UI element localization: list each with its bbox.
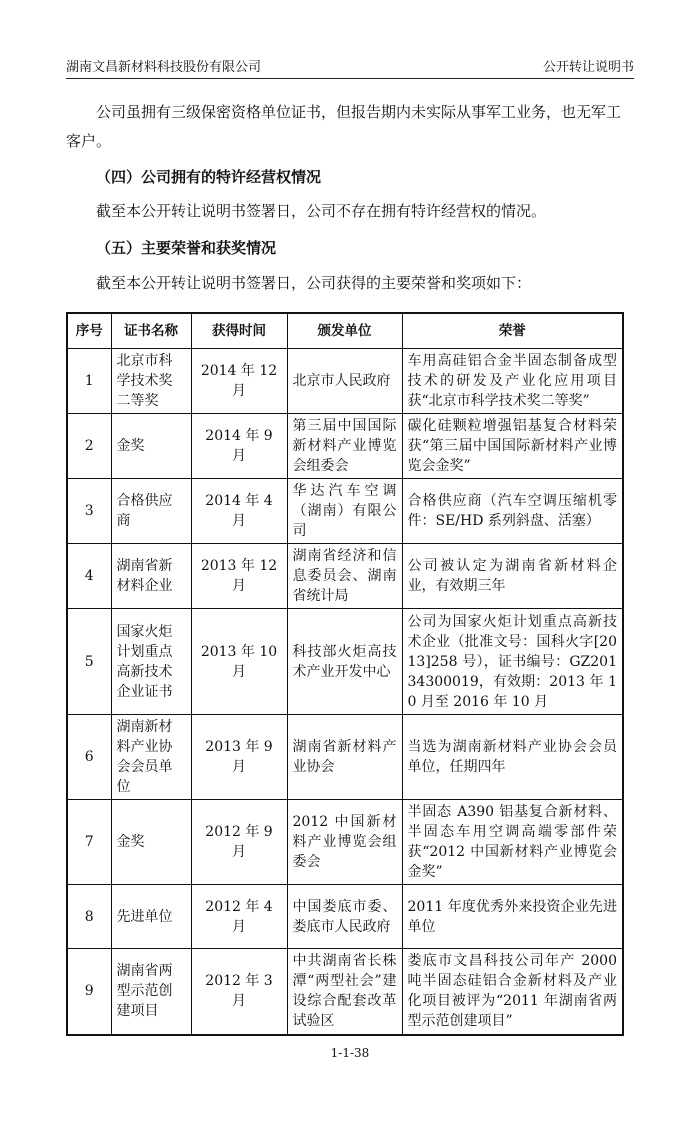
- cell-issuer: 中国娄底市委、娄底市人民政府: [287, 885, 402, 949]
- cell-issuer: 湖南省经济和信息委员会、湖南省统计局: [287, 544, 402, 609]
- page-header: [66, 56, 634, 78]
- cell-no: 2: [67, 414, 111, 479]
- cell-time: 2012 年 4 月: [191, 885, 287, 949]
- cell-no: 3: [67, 479, 111, 544]
- table-row: [67, 609, 623, 715]
- cell-honor: 娄底市文昌科技公司年产 2000 吨半固态硅铝合金新材料及产业化项目被评为“2011 年湖南省两型示范创建项目”: [402, 949, 623, 1035]
- cell-honor: 公司为国家火炬计划重点高新技术企业（批准文号：国科火字[2013]258 号），证书编号：GZ20134300019，有效期：2013 年 10 月至 2016 年 10 月: [402, 609, 623, 715]
- cell-honor: 半固态 A390 铝基复合新材料、半固态车用空调高端零部件荣获“2012 中国新材料产业博览会金奖”: [402, 800, 623, 885]
- cell-no: 8: [67, 885, 111, 949]
- table-row: [67, 414, 623, 479]
- cell-name: 湖南省新材料企业: [111, 544, 191, 609]
- header-rule: [66, 78, 634, 79]
- header-issuer: 颁发单位: [287, 313, 402, 349]
- cell-name: 金奖: [111, 800, 191, 885]
- cell-issuer: 北京市人民政府: [287, 349, 402, 414]
- table-row: [67, 949, 623, 1035]
- cell-time: 2012 年 3 月: [191, 949, 287, 1035]
- header-no: 序号: [67, 313, 111, 349]
- paragraph-honors-intro: 截至本公开转让说明书签署日，公司获得的主要荣誉和奖项如下：: [96, 274, 532, 292]
- cell-name: 国家火炬计划重点高新技术企业证书: [111, 609, 191, 715]
- cell-no: 4: [67, 544, 111, 609]
- paragraph-security-qualification: 公司虽拥有三级保密资格单位证书，但报告期内未实际从事军工业务，也无军工客户。: [66, 103, 622, 150]
- section-heading-honors: （五）主要荣誉和获奖情况: [96, 239, 277, 257]
- header-time: 获得时间: [191, 313, 287, 349]
- header-certificate-name: 证书名称: [111, 313, 191, 349]
- header-doc-title: 公开转让说明书: [542, 60, 634, 75]
- honors-table: [66, 312, 624, 1036]
- cell-no: 6: [67, 715, 111, 800]
- cell-no: 5: [67, 609, 111, 715]
- cell-issuer: 华达汽车空调（湖南）有限公司: [287, 479, 402, 544]
- cell-name: 合格供应商: [111, 479, 191, 544]
- cell-name: 湖南省两型示范创建项目: [111, 949, 191, 1035]
- cell-issuer: 湖南省新材料产业协会: [287, 715, 402, 800]
- cell-time: 2013 年 10 月: [191, 609, 287, 715]
- cell-time: 2014 年 4 月: [191, 479, 287, 544]
- cell-no: 7: [67, 800, 111, 885]
- header-honor: 荣誉: [402, 313, 623, 349]
- table-row: [67, 349, 623, 414]
- cell-honor: 碳化硅颗粒增强铝基复合材料荣获“第三届中国国际新材料产业博览会金奖”: [402, 414, 623, 479]
- cell-name: 湖南新材料产业协会会员单位: [111, 715, 191, 800]
- cell-honor: 2011 年度优秀外来投资企业先进单位: [402, 885, 623, 949]
- cell-time: 2012 年 9 月: [191, 800, 287, 885]
- cell-honor: 车用高硅铝合金半固态制备成型技术的研发及产业化应用项目获“北京市科学技术奖二等奖”: [402, 349, 623, 414]
- cell-name: 先进单位: [111, 885, 191, 949]
- cell-honor: 合格供应商（汽车空调压缩机零件：SE/HD 系列斜盘、活塞）: [402, 479, 623, 544]
- cell-name: 北京市科学技术奖二等奖: [111, 349, 191, 414]
- cell-issuer: 第三届中国国际新材料产业博览会组委会: [287, 414, 402, 479]
- table-row: [67, 544, 623, 609]
- page-number: 1-1-38: [330, 1046, 370, 1060]
- table-row: [67, 885, 623, 949]
- cell-no: 1: [67, 349, 111, 414]
- table-row: [67, 800, 623, 885]
- cell-issuer: 中共湖南省长株潭“两型社会”建设综合配套改革试验区: [287, 949, 402, 1035]
- paragraph-franchise: 截至本公开转让说明书签署日，公司不存在拥有特许经营权的情况。: [96, 202, 547, 220]
- table-row: [67, 479, 623, 544]
- cell-time: 2014 年 12 月: [191, 349, 287, 414]
- cell-issuer: 2012 中国新材料产业博览会组委会: [287, 800, 402, 885]
- cell-name: 金奖: [111, 414, 191, 479]
- cell-time: 2014 年 9 月: [191, 414, 287, 479]
- cell-issuer: 科技部火炬高技术产业开发中心: [287, 609, 402, 715]
- cell-time: 2013 年 12 月: [191, 544, 287, 609]
- table-row: [67, 715, 623, 800]
- cell-time: 2013 年 9 月: [191, 715, 287, 800]
- header-company: 湖南文昌新材料科技股份有限公司: [66, 60, 262, 75]
- table-header-row: [67, 313, 623, 349]
- section-heading-franchise: （四）公司拥有的特许经营权情况: [96, 168, 322, 186]
- cell-honor: 当选为湖南新材料产业协会会员单位，任期四年: [402, 715, 623, 800]
- cell-honor: 公司被认定为湖南省新材料企业，有效期三年: [402, 544, 623, 609]
- cell-no: 9: [67, 949, 111, 1035]
